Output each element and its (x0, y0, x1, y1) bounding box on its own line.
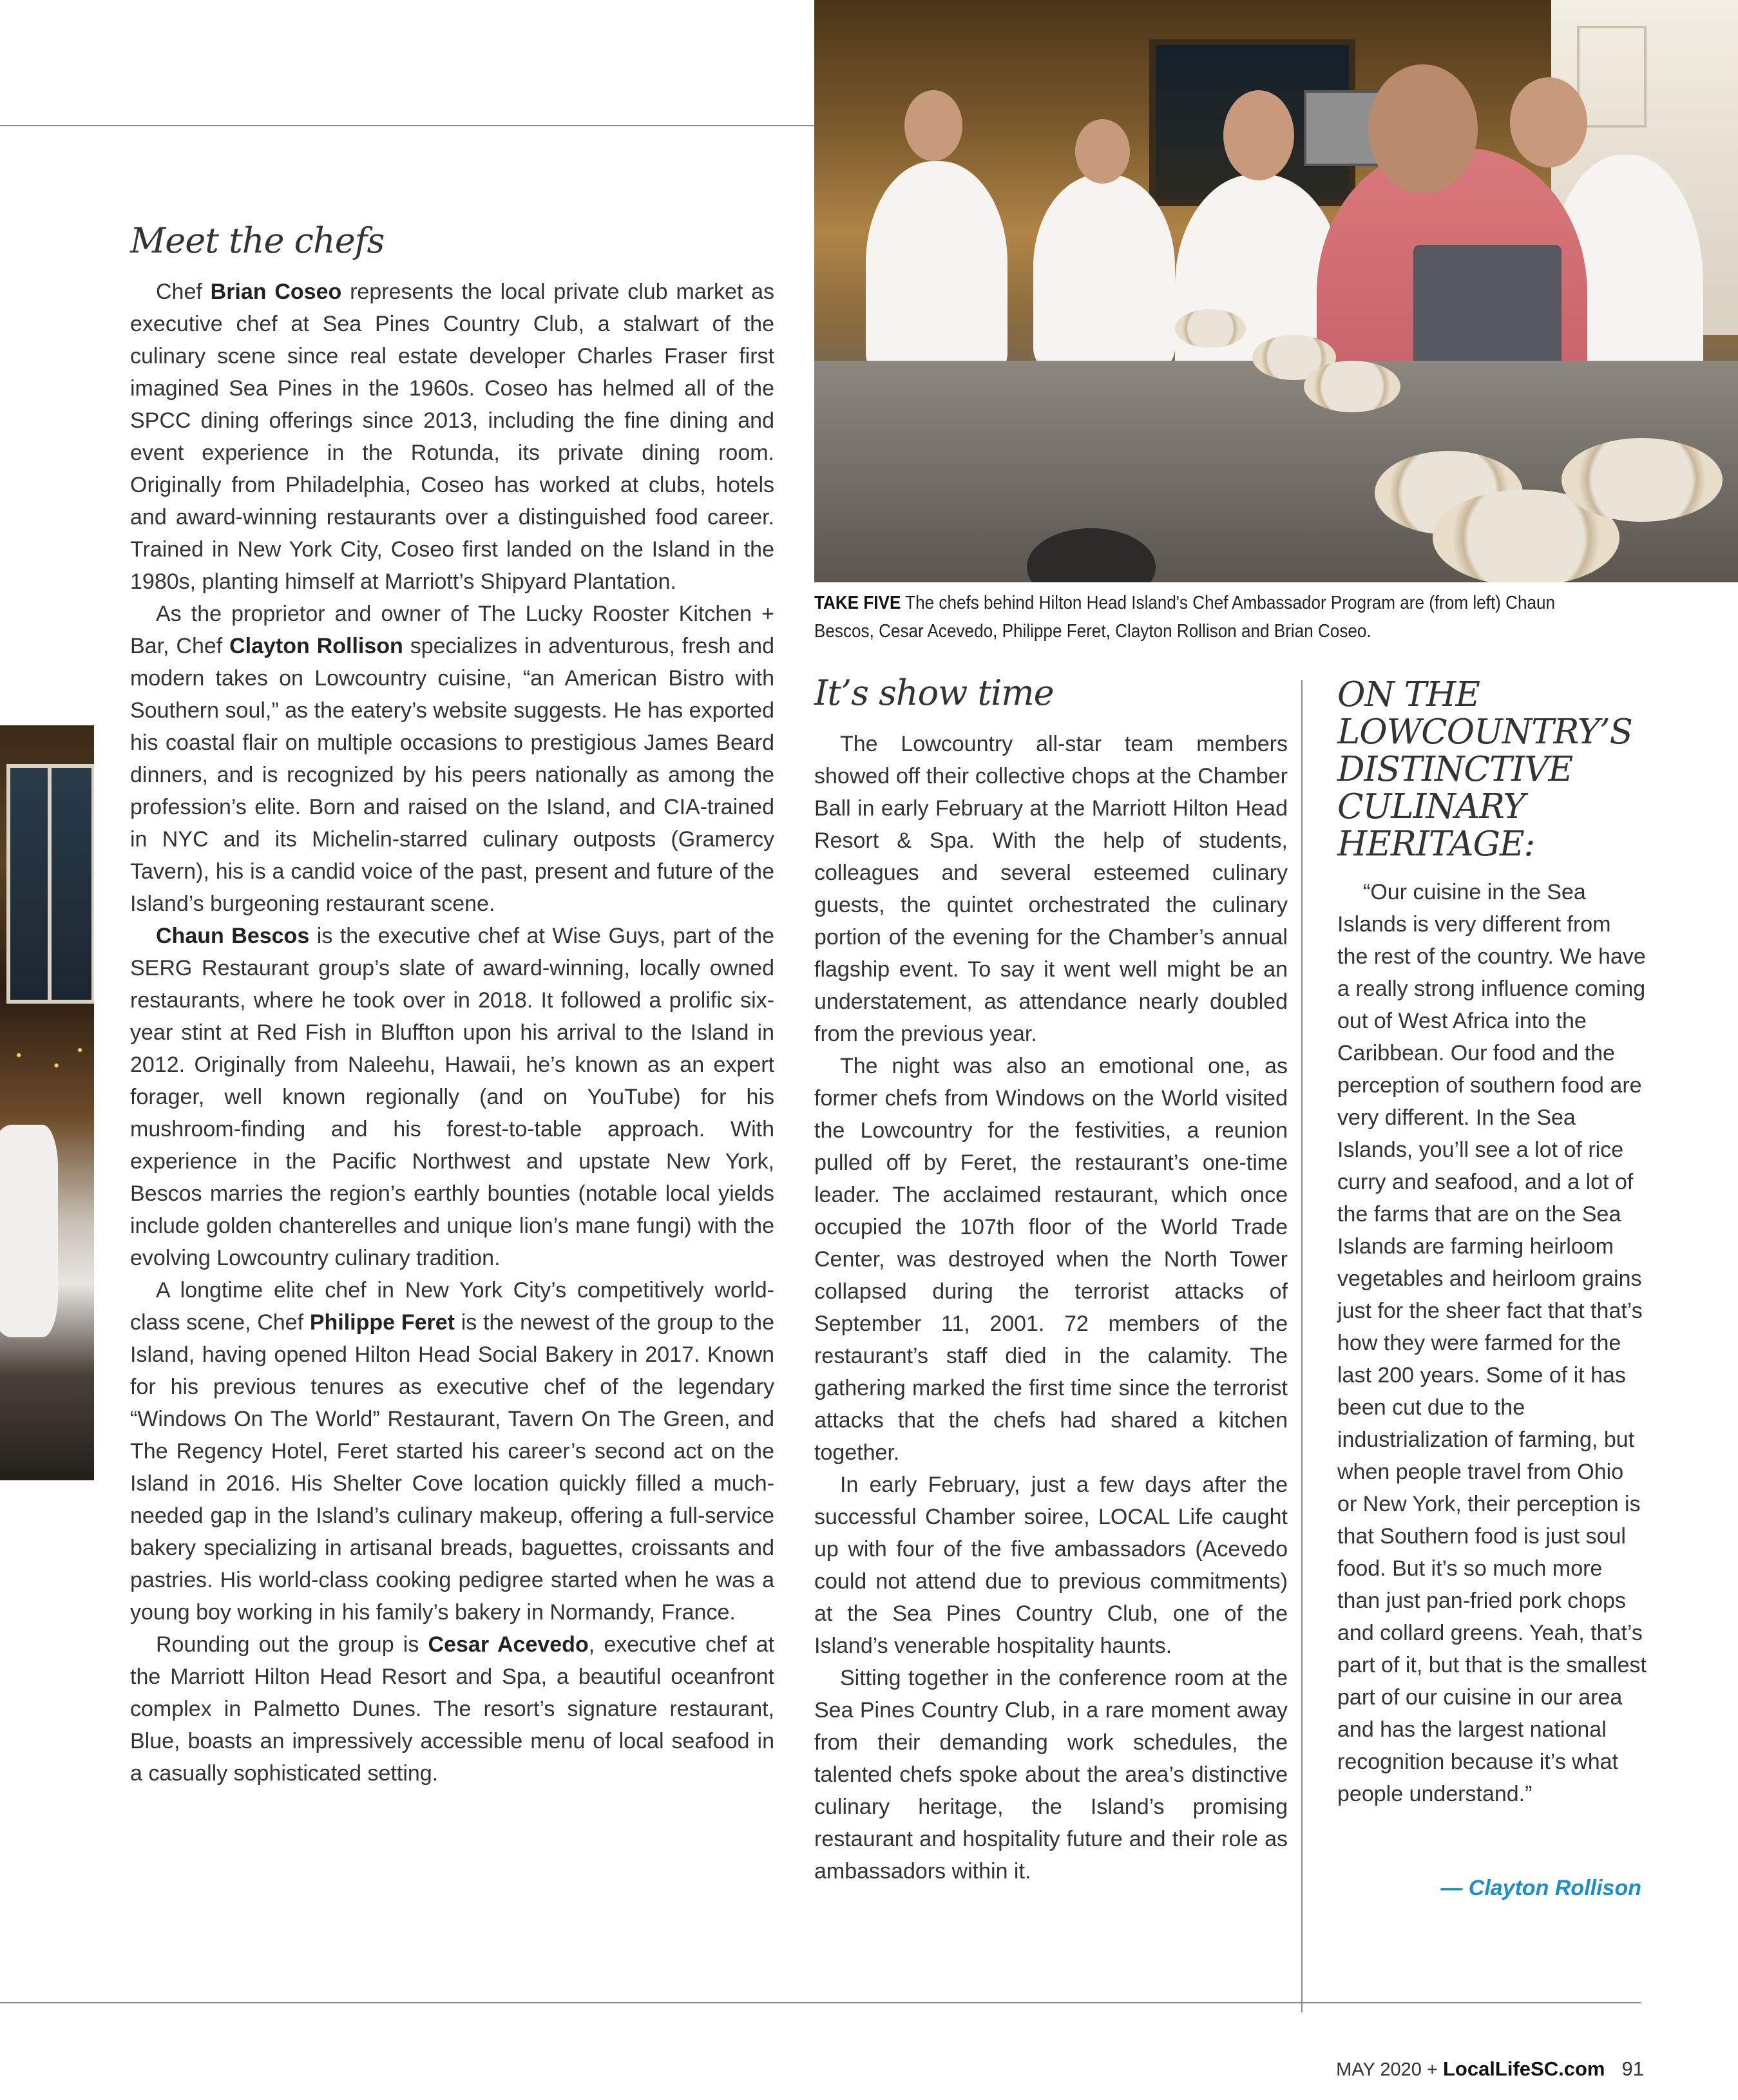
body-paragraph: Sitting together in the conference room at the Sea Pines Country Club, in a rare moment away from their demanding work schedules, the talented chefs spoke about the area’s distinctive culinary heritage, the Island’s promising restaurant and hospitality future and their role as ambassadors within it. (814, 1666, 1288, 1884)
chef-coat-graphic (0, 1125, 58, 1337)
edge-photo-strip (0, 725, 94, 1480)
chef-head (1368, 64, 1478, 193)
text: Rounding out the group is (156, 1632, 428, 1657)
meet-the-chefs-heading: Meet the chefs (130, 220, 385, 261)
chef-name: Clayton Rollison (229, 634, 403, 658)
text: specializes in adventurous, fresh and modern takes on Lowcountry cuisine, “an American Bistro with Southern soul,” as the eatery’s website suggests. He has exported his coastal flair on multiple occasions to prestigious James Beard dinners, and is recognized by his peers nationally as among the profession’s elite. Born and raised on the Island, and CIA-trained in NYC and its Michelin-starred culinary outposts (Gramercy Tavern), his is a candid voice of the past, present and future of the Island’s burgeoning restaurant scene. (130, 634, 774, 916)
paragraph-acevedo (130, 1628, 774, 1790)
chef-name: Cesar Acevedo (428, 1632, 589, 1657)
bottom-rule (0, 2002, 1641, 2003)
text: As the proprietor and owner of The Lucky Rooster Kitchen + Bar, Chef (130, 602, 774, 658)
body-paragraph: In early February, just a few days after the successful Chamber soiree, LOCAL Life caught up with four of the five ambassadors (Acevedo could not attend due to previous commitments) at the Sea Pines Country Club, one of the Island’s venerable hospitality haunts. (814, 1473, 1288, 1658)
caption-text: The chefs behind Hilton Head Island's Chef Ambassador Program are (from left) Chaun Bescos, Cesar Acevedo, Philippe Feret, Clayton Rollison and Brian Coseo. (814, 593, 1556, 642)
text: Chef (156, 280, 211, 304)
plate (1561, 438, 1723, 522)
show-time-heading: It’s show time (814, 673, 1054, 713)
chef-figure (1033, 174, 1175, 367)
column-divider (1301, 680, 1303, 2012)
sidebar-heading: ON THE LOWCOUNTRY’S DISTINCTIVE CULINARY HERITAGE: (1337, 675, 1632, 864)
body-paragraph: The night was also an emotional one, as former chefs from Windows on the World visited the Lowcountry for the festivities, a reunion pulled off by Feret, the restaurant’s one-time leader. The acclaimed restaurant, which once occupied the 107th floor of the World Trade Center, was destroyed when the North Tower collapsed during the terrorist attacks of September 11, 2001. 72 members of the restaurant’s staff died in the calamity. The gathering marked the first time since the terrorist attacks that the chefs had shared a kitchen together. (814, 1054, 1288, 1465)
chef-head (904, 90, 962, 161)
paragraph-feret (130, 1274, 774, 1628)
photo-caption (814, 589, 1568, 645)
text: represents the local private club market as executive chef at Sea Pines Country Club, a stalwart of the culinary scene since real estate developer Charles Fraser first imagined Sea Pines in the 1960s. Coseo has helmed all of the SPCC dining offerings since 2013, including the fine dining and event experience in the Rotunda, its private dining room. Originally from Philadelphia, Coseo has worked at clubs, hotels and award-winning restaurants over a distinguished food career. Trained in New York City, Coseo first landed on the Island in the 1980s, planting himself at Marriott’s Shipyard Plantation. (130, 280, 775, 594)
show-time-column (814, 728, 1288, 1887)
meet-the-chefs-column (130, 276, 774, 1790)
text: is the newest of the group to the Island, having opened Hilton Head Social Bakery in 2017. Known for his previous tenures as executive chef of the legendary “Windows On The World” Restaurant, Tavern On The Green, and The Regency Hotel, Feret started his career’s second act on the Island in 2016. His Shelter Cove location quickly filled a much-needed gap in the Island’s culinary makeup, offering a full-service bakery specializing in artisanal breads, baguettes, croissants and pastries. His world-class cooking pedigree started when he was a young boy working in his family’s bakery in Normandy, France. (130, 1310, 774, 1625)
chef-name: Chaun Bescos (156, 924, 310, 948)
chef-figure (866, 161, 1007, 374)
text: A longtime elite chef in New York City’s competitively world-class scene, Chef (130, 1278, 774, 1335)
chef-head (1510, 77, 1587, 167)
paragraph-coseo (130, 276, 774, 598)
chef-head (1075, 119, 1130, 184)
plate (1175, 309, 1246, 348)
quote-attribution: — Clayton Rollison (1440, 1876, 1641, 1900)
issue-date: MAY 2020 + (1336, 2059, 1438, 2080)
chefs-photo (814, 0, 1738, 582)
caption-lead: TAKE FIVE (814, 593, 901, 613)
body-paragraph: The Lowcountry all-star team members showed off their collective chops at the Chamber Ball in early February at the Marriott Hilton Head Resort & Spa. With the help of students, colleagues and several esteemed culinary guests, the quintet orchestrated the culinary portion of the evening for the Chamber’s annual flagship event. To say it went well might be an understatement, as attendance nearly doubled from the previous year. (814, 732, 1288, 1046)
top-rule (0, 125, 814, 126)
chef-name: Philippe Feret (309, 1310, 455, 1335)
sidebar-quote: “Our cuisine in the Sea Islands is very different from the rest of the country. We have a really strong influence coming out of West Africa into the Caribbean. Our food and the perception of southern food are very different. In the Sea Islands, you’ll see a lot of rice curry and seafood, and a lot of the farms that are on the Sea Islands are farming heirloom vegetables and heirloom grains just for the sheer fact that that’s how they were farmed for the last 200 years. Some of it has been cut due to the industrialization of farming, but when people travel from Ohio or New York, their perception is that Southern food is just soul food. But it’s so much more than just pan-fried pork chops and collard greens. Yeah, that’s part of it, but that is the smallest part of our cuisine in our area and has the largest national recognition because it’s what people understand.” (1337, 880, 1647, 1806)
string-lights-graphic (0, 1035, 94, 1086)
page-number: 91 (1621, 2057, 1644, 2080)
website-name: LocalLifeSC.com (1442, 2057, 1605, 2080)
plate (1304, 361, 1400, 412)
window-graphic (6, 764, 94, 1004)
page-footer (1336, 2057, 1644, 2081)
text: is the executive chef at Wise Guys, part of the SERG Restaurant group’s slate of award-winning, locally owned restaurants, where he took over in 2018. It followed a prolific six-year stint at Red Fish in Bluffton upon his arrival to the Island in 2012. Originally from Naleehu, Hawaii, he’s known as an expert forager, well known regionally (and on YouTube) for his mushroom-finding and his forest-to-table approach. With experience in the Pacific Northwest and upstate New York, Bescos marries the region’s earthly bounties (notable local yields include golden chanterelles and unique lion’s mane fungi) with the evolving Lowcountry culinary tradition. (130, 924, 774, 1270)
paragraph-rollison (130, 598, 774, 920)
chef-name: Brian Coseo (210, 280, 342, 304)
chef-head (1223, 90, 1294, 180)
text: , executive chef at the Marriott Hilton Head Resort and Spa, a beautiful oceanfront complex in Palmetto Dunes. The resort’s signature restaurant, Blue, boasts an impressively accessible menu of local seafood in a casually sophisticated setting. (130, 1632, 774, 1786)
paragraph-bescos (130, 920, 774, 1274)
